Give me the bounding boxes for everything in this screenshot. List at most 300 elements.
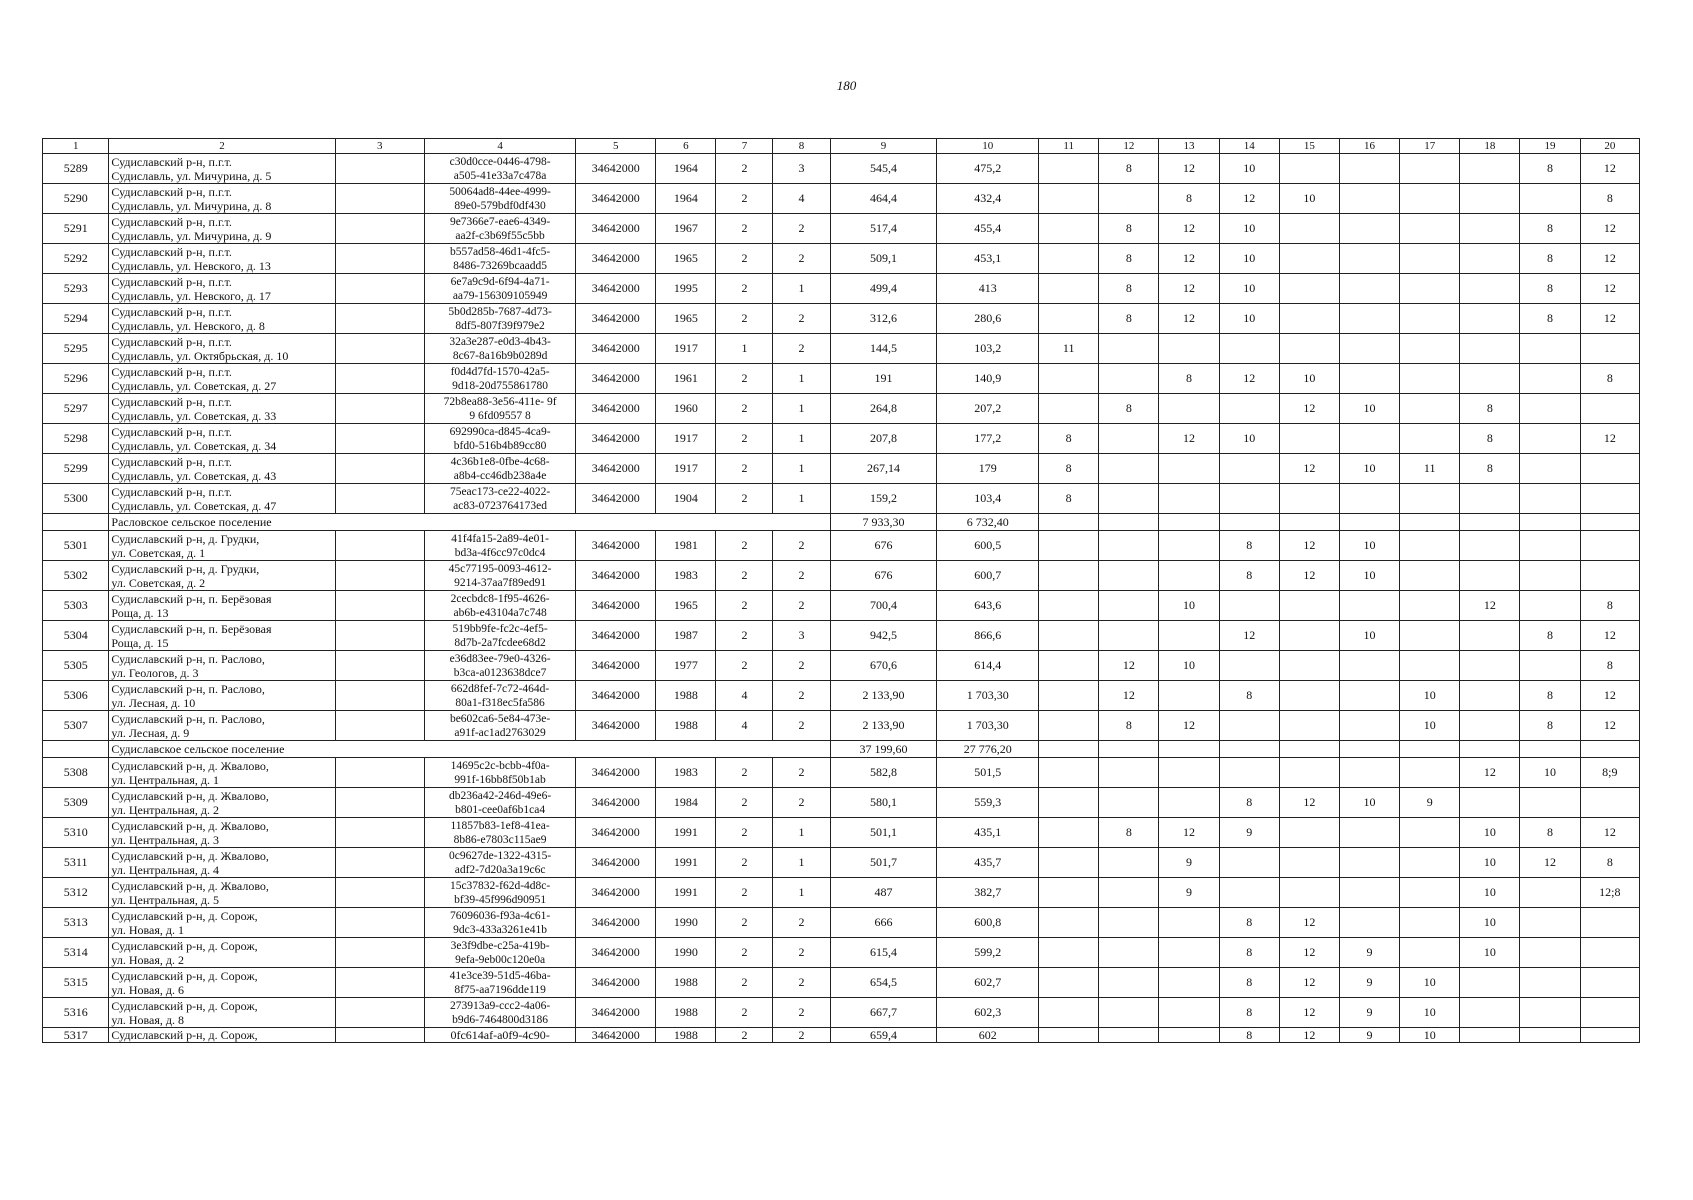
repair-column-16 [1339,651,1399,681]
repair-column-16: 9 [1339,968,1399,998]
repair-column-11 [1039,244,1099,274]
building-guid-cell [424,621,576,651]
repair-column-20: 8;9 [1580,758,1639,788]
total-area: 499,4 [830,274,937,304]
repair-column-14: 8 [1219,908,1279,938]
empty-cell [43,741,109,758]
guid-line: e36d83ee-79e0-4326- [449,652,551,665]
empty-cell [1400,741,1460,758]
table-row [43,681,1640,711]
guid-line: 9 6fd09557 8 [469,409,531,422]
repair-column-15: 12 [1279,788,1339,818]
empty-cell [335,561,424,591]
repair-column-12 [1099,908,1159,938]
repair-column-16: 9 [1339,998,1399,1028]
repair-column-17 [1400,244,1460,274]
row-number: 5308 [43,758,109,788]
table-row [43,274,1640,304]
address-line: Судиславль, ул. Советская, д. 47 [111,498,277,513]
guid-line: 2cecbdc8-1f95-4626- [450,592,550,605]
repair-column-15 [1279,244,1339,274]
repair-column-13: 12 [1159,711,1219,741]
repair-column-13 [1159,908,1219,938]
total-area: 264,8 [830,394,937,424]
entrances-count: 4 [773,184,830,214]
entrances-count: 1 [773,424,830,454]
total-area: 666 [830,908,937,938]
repair-column-11 [1039,214,1099,244]
repair-column-15: 12 [1279,968,1339,998]
living-area: 6 732,40 [937,514,1039,531]
repair-column-11 [1039,1028,1099,1043]
repair-column-19 [1520,484,1580,514]
repair-column-12 [1099,968,1159,998]
total-area: 676 [830,531,937,561]
repair-column-20: 8 [1580,651,1639,681]
construction-year: 1964 [656,184,716,214]
empty-cell [335,938,424,968]
repair-column-19: 8 [1520,681,1580,711]
construction-year: 1967 [656,214,716,244]
address-line: Судиславский р-н, п.г.т. [111,394,232,409]
repair-column-13 [1159,621,1219,651]
repair-column-14: 8 [1219,531,1279,561]
empty-cell [335,818,424,848]
living-area: 600,8 [937,908,1039,938]
repair-column-15: 12 [1279,1028,1339,1043]
repair-column-13 [1159,561,1219,591]
repair-column-13: 12 [1159,214,1219,244]
repair-column-17 [1400,878,1460,908]
repair-column-18: 10 [1460,938,1520,968]
building-guid-cell [424,711,576,741]
address-line: Судиславль, ул. Мичурина, д. 8 [111,198,272,213]
empty-cell [335,651,424,681]
oktmo-code: 34642000 [576,154,656,184]
address-line: Судиславль, ул. Невского, д. 17 [111,288,271,303]
repair-column-20 [1580,394,1639,424]
guid-line: 4c36b1e8-0fbe-4c68- [450,455,550,468]
repair-column-11 [1039,561,1099,591]
repair-column-14: 10 [1219,214,1279,244]
repair-column-15 [1279,154,1339,184]
empty-cell [1039,514,1099,531]
repair-column-19 [1520,938,1580,968]
living-area: 455,4 [937,214,1039,244]
guid-line: 9d18-20d755861780 [452,379,549,392]
entrances-count: 3 [773,154,830,184]
repair-column-13: 10 [1159,651,1219,681]
repair-column-11 [1039,274,1099,304]
floors-count: 2 [716,561,773,591]
repair-column-20 [1580,968,1639,998]
entrances-count: 3 [773,621,830,651]
empty-cell [1099,514,1159,531]
repair-column-16 [1339,908,1399,938]
total-area: 487 [830,878,937,908]
living-area: 435,7 [937,848,1039,878]
repair-column-12 [1099,938,1159,968]
empty-cell [335,591,424,621]
row-number: 5291 [43,214,109,244]
address-line: Судиславский р-н, п.г.т. [111,424,232,439]
guid-line: ab6b-e43104a7c748 [453,606,547,619]
living-area: 435,1 [937,818,1039,848]
living-area: 559,3 [937,788,1039,818]
building-guid-cell [424,184,576,214]
table-row [43,561,1640,591]
building-guid-cell [424,878,576,908]
repair-column-17 [1400,621,1460,651]
repair-column-19 [1520,788,1580,818]
repair-column-18 [1460,1028,1520,1043]
repair-column-18 [1460,304,1520,334]
repair-column-12 [1099,591,1159,621]
repair-column-20: 8 [1580,591,1639,621]
empty-cell [335,244,424,274]
address-line: ул. Центральная, д. 5 [111,892,219,907]
oktmo-code: 34642000 [576,711,656,741]
address-line: Роща, д. 15 [111,635,169,650]
guid-line: 8f75-aa7196dde119 [454,983,546,996]
repair-column-12 [1099,788,1159,818]
repair-column-14: 10 [1219,304,1279,334]
oktmo-code: 34642000 [576,424,656,454]
building-guid-cell [424,591,576,621]
row-number: 5312 [43,878,109,908]
floors-count: 2 [716,968,773,998]
address-line: ул. Советская, д. 2 [111,575,206,590]
column-number-10: 10 [937,139,1039,154]
guid-line: bfd0-516b4b89cc80 [453,439,547,452]
entrances-count: 2 [773,1028,830,1043]
column-number-5: 5 [576,139,656,154]
guid-line: 519bb9fe-fc2c-4ef5- [452,622,548,635]
entrances-count: 2 [773,788,830,818]
address-line: ул. Новая, д. 1 [111,922,184,937]
repair-column-16 [1339,184,1399,214]
repair-column-17 [1400,184,1460,214]
repair-column-12 [1099,878,1159,908]
construction-year: 1917 [656,424,716,454]
empty-cell [335,788,424,818]
repair-column-16: 10 [1339,531,1399,561]
building-guid-cell [424,908,576,938]
repair-column-12 [1099,184,1159,214]
guid-line: c30d0cce-0446-4798- [449,155,551,168]
settlement-name: Судиславское сельское поселение [109,741,830,758]
repair-column-17 [1400,758,1460,788]
building-guid-cell [424,758,576,788]
page-number: 180 [836,78,857,93]
address-cell [109,908,335,938]
repair-column-15: 10 [1279,364,1339,394]
repair-column-15 [1279,621,1339,651]
entrances-count: 2 [773,908,830,938]
floors-count: 2 [716,214,773,244]
guid-line: 9214-37aa7f89ed91 [454,576,547,589]
building-guid-cell [424,274,576,304]
address-line: ул. Лесная, д. 9 [111,725,190,740]
repair-column-20: 12 [1580,424,1639,454]
entrances-count: 2 [773,681,830,711]
repair-column-18: 10 [1460,878,1520,908]
living-area: 453,1 [937,244,1039,274]
address-cell [109,758,335,788]
repair-column-15 [1279,304,1339,334]
repair-column-14: 12 [1219,184,1279,214]
repair-column-18: 10 [1460,908,1520,938]
column-number-20: 20 [1580,139,1639,154]
repair-column-14 [1219,394,1279,424]
empty-cell [1039,741,1099,758]
repair-column-15 [1279,214,1339,244]
construction-year: 1987 [656,621,716,651]
guid-line: 50064ad8-44ee-4999- [449,185,551,198]
repair-column-20: 12 [1580,681,1639,711]
oktmo-code: 34642000 [576,591,656,621]
column-number-4: 4 [424,139,576,154]
guid-line: 692990ca-d845-4ca9- [449,425,551,438]
repair-column-17: 10 [1400,968,1460,998]
repair-column-14: 8 [1219,561,1279,591]
table-row [43,998,1640,1028]
floors-count: 2 [716,621,773,651]
guid-line: b801-cee0af6b1ca4 [455,803,546,816]
repair-column-16 [1339,364,1399,394]
empty-cell [335,454,424,484]
repair-column-15: 12 [1279,531,1339,561]
empty-cell [1159,741,1219,758]
construction-year: 1988 [656,1028,716,1043]
total-area: 2 133,90 [830,711,937,741]
repair-column-17 [1400,484,1460,514]
address-line: Судиславский р-н, п.г.т. [111,484,232,499]
repair-column-18 [1460,184,1520,214]
repair-column-17: 10 [1400,998,1460,1028]
address-cell [109,244,335,274]
address-line: Судиславский р-н, д. Жвалово, [111,818,269,833]
address-cell [109,938,335,968]
floors-count: 2 [716,154,773,184]
row-number: 5290 [43,184,109,214]
building-guid-cell [424,968,576,998]
entrances-count: 1 [773,394,830,424]
address-line: Судиславль, ул. Советская, д. 27 [111,378,277,393]
repair-column-17: 10 [1400,681,1460,711]
empty-cell [1099,741,1159,758]
building-guid-cell [424,484,576,514]
address-line: Судиславский р-н, д. Сорож, [111,938,258,953]
building-guid-cell [424,454,576,484]
guid-line: bf39-45f996d90951 [454,893,547,906]
repair-column-14: 8 [1219,1028,1279,1043]
table-row [43,184,1640,214]
table-row [43,968,1640,998]
repair-column-12 [1099,531,1159,561]
repair-column-19 [1520,878,1580,908]
repair-column-20 [1580,908,1639,938]
entrances-count: 2 [773,711,830,741]
empty-cell [335,304,424,334]
construction-year: 1988 [656,711,716,741]
empty-cell [335,848,424,878]
repair-column-12: 8 [1099,244,1159,274]
repair-column-14 [1219,878,1279,908]
address-line: Судиславль, ул. Невского, д. 8 [111,318,265,333]
repair-column-15 [1279,818,1339,848]
repair-column-13 [1159,484,1219,514]
repair-column-15 [1279,848,1339,878]
repair-column-12: 8 [1099,154,1159,184]
repair-column-17 [1400,334,1460,364]
address-cell [109,304,335,334]
repair-column-19 [1520,364,1580,394]
address-cell [109,651,335,681]
table-row [43,848,1640,878]
entrances-count: 1 [773,454,830,484]
construction-year: 1965 [656,304,716,334]
oktmo-code: 34642000 [576,848,656,878]
guid-line: 89e0-579bdf0df430 [454,199,546,212]
empty-cell [1219,741,1279,758]
oktmo-code: 34642000 [576,364,656,394]
empty-cell [43,514,109,531]
oktmo-code: 34642000 [576,621,656,651]
oktmo-code: 34642000 [576,244,656,274]
repair-column-16 [1339,154,1399,184]
repair-column-16 [1339,334,1399,364]
address-line: Судиславский р-н, п.г.т. [111,364,232,379]
repair-column-14 [1219,848,1279,878]
repair-column-11 [1039,938,1099,968]
column-number-9: 9 [830,139,937,154]
construction-year: 1990 [656,938,716,968]
repair-column-17: 10 [1400,1028,1460,1043]
repair-column-13 [1159,394,1219,424]
row-number: 5311 [43,848,109,878]
row-number: 5292 [43,244,109,274]
living-area: 600,7 [937,561,1039,591]
repair-column-16 [1339,304,1399,334]
total-area: 159,2 [830,484,937,514]
living-area: 103,2 [937,334,1039,364]
repair-column-20 [1580,531,1639,561]
repair-column-15: 12 [1279,908,1339,938]
living-area: 413 [937,274,1039,304]
repair-column-20: 12;8 [1580,878,1639,908]
building-guid-cell [424,214,576,244]
repair-column-14 [1219,454,1279,484]
repair-column-11 [1039,848,1099,878]
row-number: 5306 [43,681,109,711]
address-line: Судиславский р-н, д. Жвалово, [111,878,269,893]
empty-cell [1580,514,1639,531]
repair-column-13 [1159,454,1219,484]
row-number: 5296 [43,364,109,394]
building-guid-cell [424,788,576,818]
floors-count: 4 [716,711,773,741]
guid-line: adf2-7d20a3a19c6c [454,863,546,876]
repair-column-18: 8 [1460,394,1520,424]
repair-column-16: 10 [1339,561,1399,591]
total-area: 659,4 [830,1028,937,1043]
living-area: 866,6 [937,621,1039,651]
construction-year: 1988 [656,681,716,711]
construction-year: 1977 [656,651,716,681]
repair-column-15 [1279,878,1339,908]
oktmo-code: 34642000 [576,561,656,591]
repair-column-13: 12 [1159,274,1219,304]
repair-column-20: 12 [1580,244,1639,274]
repair-column-17 [1400,424,1460,454]
guid-line: 41f4fa15-2a89-4e01- [451,532,549,545]
table-row [43,758,1640,788]
address-cell [109,591,335,621]
floors-count: 2 [716,818,773,848]
repair-column-11 [1039,908,1099,938]
repair-column-19: 8 [1520,244,1580,274]
construction-year: 1983 [656,758,716,788]
repair-column-18 [1460,621,1520,651]
repair-column-19 [1520,334,1580,364]
table-row [43,651,1640,681]
repair-column-15 [1279,424,1339,454]
address-line: Роща, д. 13 [111,605,169,620]
oktmo-code: 34642000 [576,651,656,681]
row-number: 5302 [43,561,109,591]
repair-column-20: 12 [1580,711,1639,741]
repair-column-11 [1039,591,1099,621]
repair-column-12 [1099,758,1159,788]
guid-line: 5b0d285b-7687-4d73- [448,305,552,318]
oktmo-code: 34642000 [576,968,656,998]
address-line: ул. Центральная, д. 1 [111,772,219,787]
address-line: Судиславский р-н, д. Сорож, [111,998,258,1013]
repair-column-15: 12 [1279,998,1339,1028]
repair-column-18 [1460,334,1520,364]
building-guid-cell [424,848,576,878]
row-number: 5297 [43,394,109,424]
address-line: ул. Новая, д. 6 [111,982,184,997]
guid-line: 15c37832-f62d-4d8c- [449,879,551,892]
row-number: 5301 [43,531,109,561]
repair-column-19: 12 [1520,848,1580,878]
repair-column-11 [1039,651,1099,681]
living-area: 179 [937,454,1039,484]
address-line: Судиславский р-н, д. Жвалово, [111,758,269,773]
repair-column-17 [1400,531,1460,561]
repair-column-16: 10 [1339,621,1399,651]
guid-line: 3e3f9dbe-c25a-419b- [450,939,550,952]
repair-column-17 [1400,394,1460,424]
entrances-count: 1 [773,848,830,878]
repair-column-12 [1099,454,1159,484]
repair-column-17 [1400,561,1460,591]
repair-column-20: 12 [1580,818,1639,848]
repair-column-14 [1219,591,1279,621]
table-row [43,394,1640,424]
floors-count: 2 [716,394,773,424]
address-line: Судиславский р-н, д. Сорож, [111,1027,258,1042]
repair-column-16 [1339,711,1399,741]
row-number: 5298 [43,424,109,454]
building-guid-cell [424,531,576,561]
guid-line: b3ca-a0123638dce7 [453,666,547,679]
total-area: 942,5 [830,621,937,651]
repair-column-14: 12 [1219,621,1279,651]
guid-line: aa2f-c3b69f55c5bb [455,229,545,242]
